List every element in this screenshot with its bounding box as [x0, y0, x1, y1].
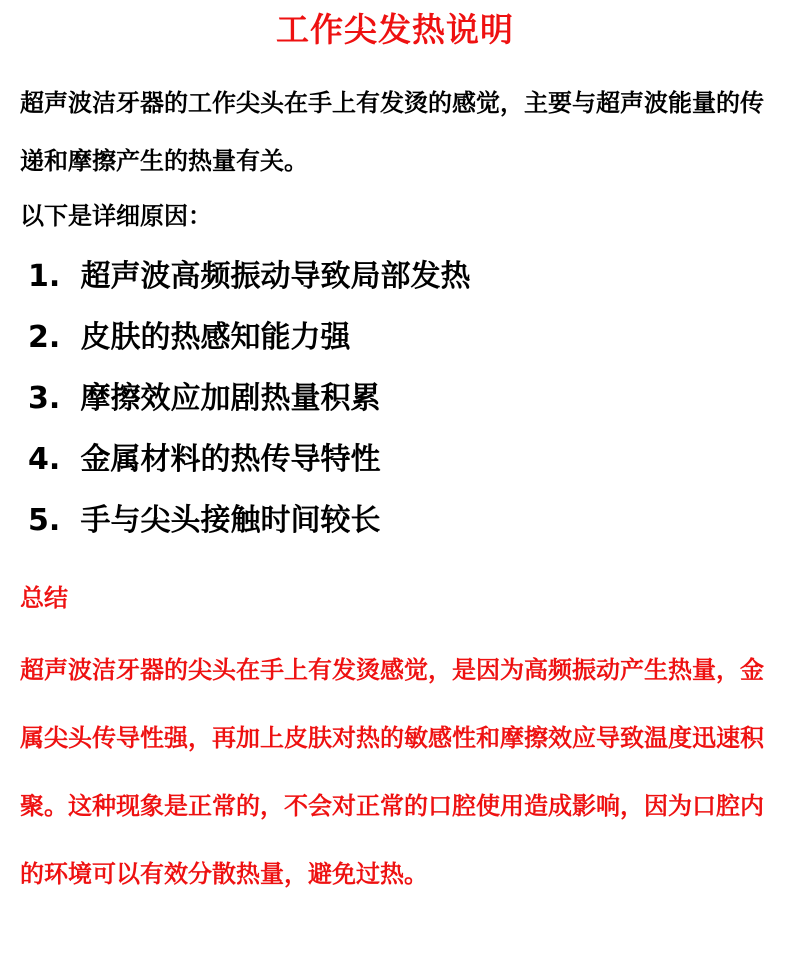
reason-text: 皮肤的热感知能力强	[80, 320, 351, 355]
reason-item	[28, 492, 470, 553]
reason-item	[28, 309, 470, 370]
reason-number: 4.	[28, 442, 61, 477]
reason-number: 3.	[28, 381, 61, 416]
reason-number: 2.	[28, 320, 61, 355]
reason-number: 5.	[28, 503, 61, 538]
reason-text: 超声波高频振动导致局部发热	[80, 259, 471, 294]
reason-number: 1.	[28, 259, 61, 294]
page-title: 工作尖发热说明	[276, 10, 514, 49]
reasons-lead: 以下是详细原因：	[20, 202, 212, 230]
intro-paragraph: 超声波洁牙器的工作尖头在手上有发烫的感觉，主要与超声波能量的传递和摩擦产生的热量有关。	[20, 89, 764, 175]
reason-text: 摩擦效应加剧热量积累	[80, 381, 381, 416]
summary-heading: 总结	[20, 584, 68, 612]
reason-text: 手与尖头接触时间较长	[80, 503, 381, 538]
reasons-list	[28, 248, 470, 553]
reason-item	[28, 370, 470, 431]
summary-paragraph: 超声波洁牙器的尖头在手上有发烫感觉，是因为高频振动产生热量，金属尖头传导性强，再加上皮肤对热的敏感性和摩擦效应导致温度迅速积聚。这种现象是正常的，不会对正常的口腔使用造成影响，因为口腔内的环境可以有效分散热量，避免过热。	[20, 656, 764, 888]
reason-text: 金属材料的热传导特性	[80, 442, 381, 477]
reason-item	[28, 248, 470, 309]
reason-item	[28, 431, 470, 492]
